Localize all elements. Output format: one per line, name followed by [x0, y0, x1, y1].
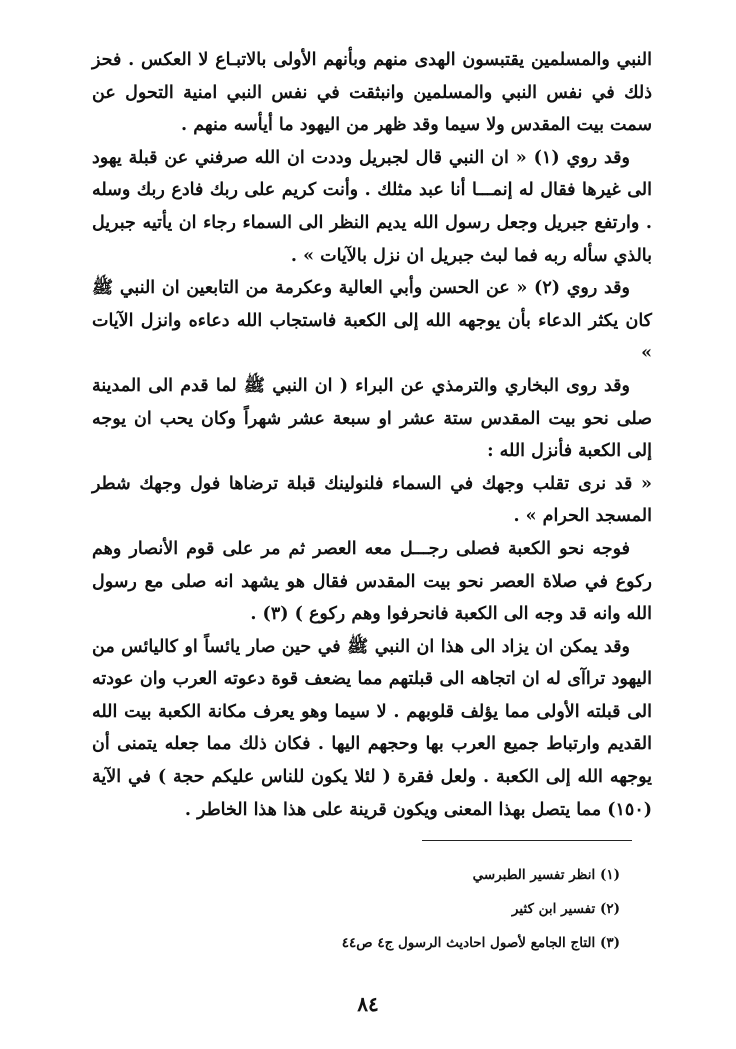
footnote-item: (٢) تفسير ابن كثير [511, 901, 620, 917]
footnotes [220, 858, 620, 960]
footnote-item: (١) انظر تفسير الطبرسي [472, 867, 620, 883]
paragraph: وقد يمكن ان يزاد الى هذا ان النبي ﷺ في حين صار يائساً او كاليائس من اليهود تراآى له ان اتجاهه الى قبلتهم مما يضعف قوة دعوته العرب وان عودته الى قبلته الأولى مما يؤلف قلوبهم . لا سيما وهو يعرف مكانة الكعبة بيت الله القديم وارتباط جميع العرب بها وحجهم اليها . فكان ذلك مما جعله يتمنى أن يوجهه الله إلى الكعبة . ولعل فقرة ( لئلا يكون للناس عليكم حجة ) في الآية (١٥٠) مما يتصل بهذا المعنى ويكون قرينة على هذا هذا الخاطر . [92, 636, 652, 820]
main-text [92, 44, 652, 826]
paragraph: وقد روي (١) « ان النبي قال لجبريل وددت ان الله صرفني عن قبلة يهود الى غيرها فقال له إنمـــا أنا عبد مثلك . وأنت كريم على ربك فادع ربك وسله . وارتفع جبريل وجعل رسول الله يديم النظر الى السماء رجاء ان يأتيه جبريل بالذي سأله ربه فما لبث جبريل ان نزل بالآيات » . [92, 147, 652, 266]
paragraph: النبي والمسلمين يقتبسون الهدى منهم وبأنهم الأولى بالاتبـاع لا العكس . فحز ذلك في نفس النبي والمسلمين وانبثقت في نفس النبي امنية التحول عن سمت بيت المقدس ولا سيما وقد ظهر من اليهود ما أيأسه منهم . [92, 50, 652, 136]
footnote-divider [422, 840, 632, 841]
paragraph: وقد روي (٢) « عن الحسن وأبي العالية وعكرمة من التابعين ان النبي ﷺ كان يكثر الدعاء بأن يوجهه الله إلى الكعبة فاستجاب الله دعاءه وانزل الآيات » [92, 278, 652, 364]
page-number: ٨٤ [357, 992, 379, 1016]
paragraph: فوجه نحو الكعبة فصلى رجـــل معه العصر ثم مر على قوم الأنصار وهم ركوع في صلاة العصر نحو بيت المقدس فقال هو يشهد انه صلى مع رسول الله وانه قد وجه الى الكعبة فانحرفوا وهم ركوع ) (٣) . [92, 538, 652, 625]
quran-quote: « قد نرى تقلب وجهك في السماء فلنولينك قبلة ترضاها فول وجهك شطر المسجد الحرام » . [92, 473, 652, 527]
paragraph: وقد روى البخاري والترمذي عن البراء ( ان النبي ﷺ لما قدم الى المدينة صلى نحو بيت المقدس ستة عشر او سبعة عشر شهراً وكان يحب ان يوجه إلى الكعبة فأنزل الله : [92, 375, 652, 462]
footnote-item: (٣) التاج الجامع لأصول احاديث الرسول ج٤ ص٤٤ [341, 935, 620, 951]
